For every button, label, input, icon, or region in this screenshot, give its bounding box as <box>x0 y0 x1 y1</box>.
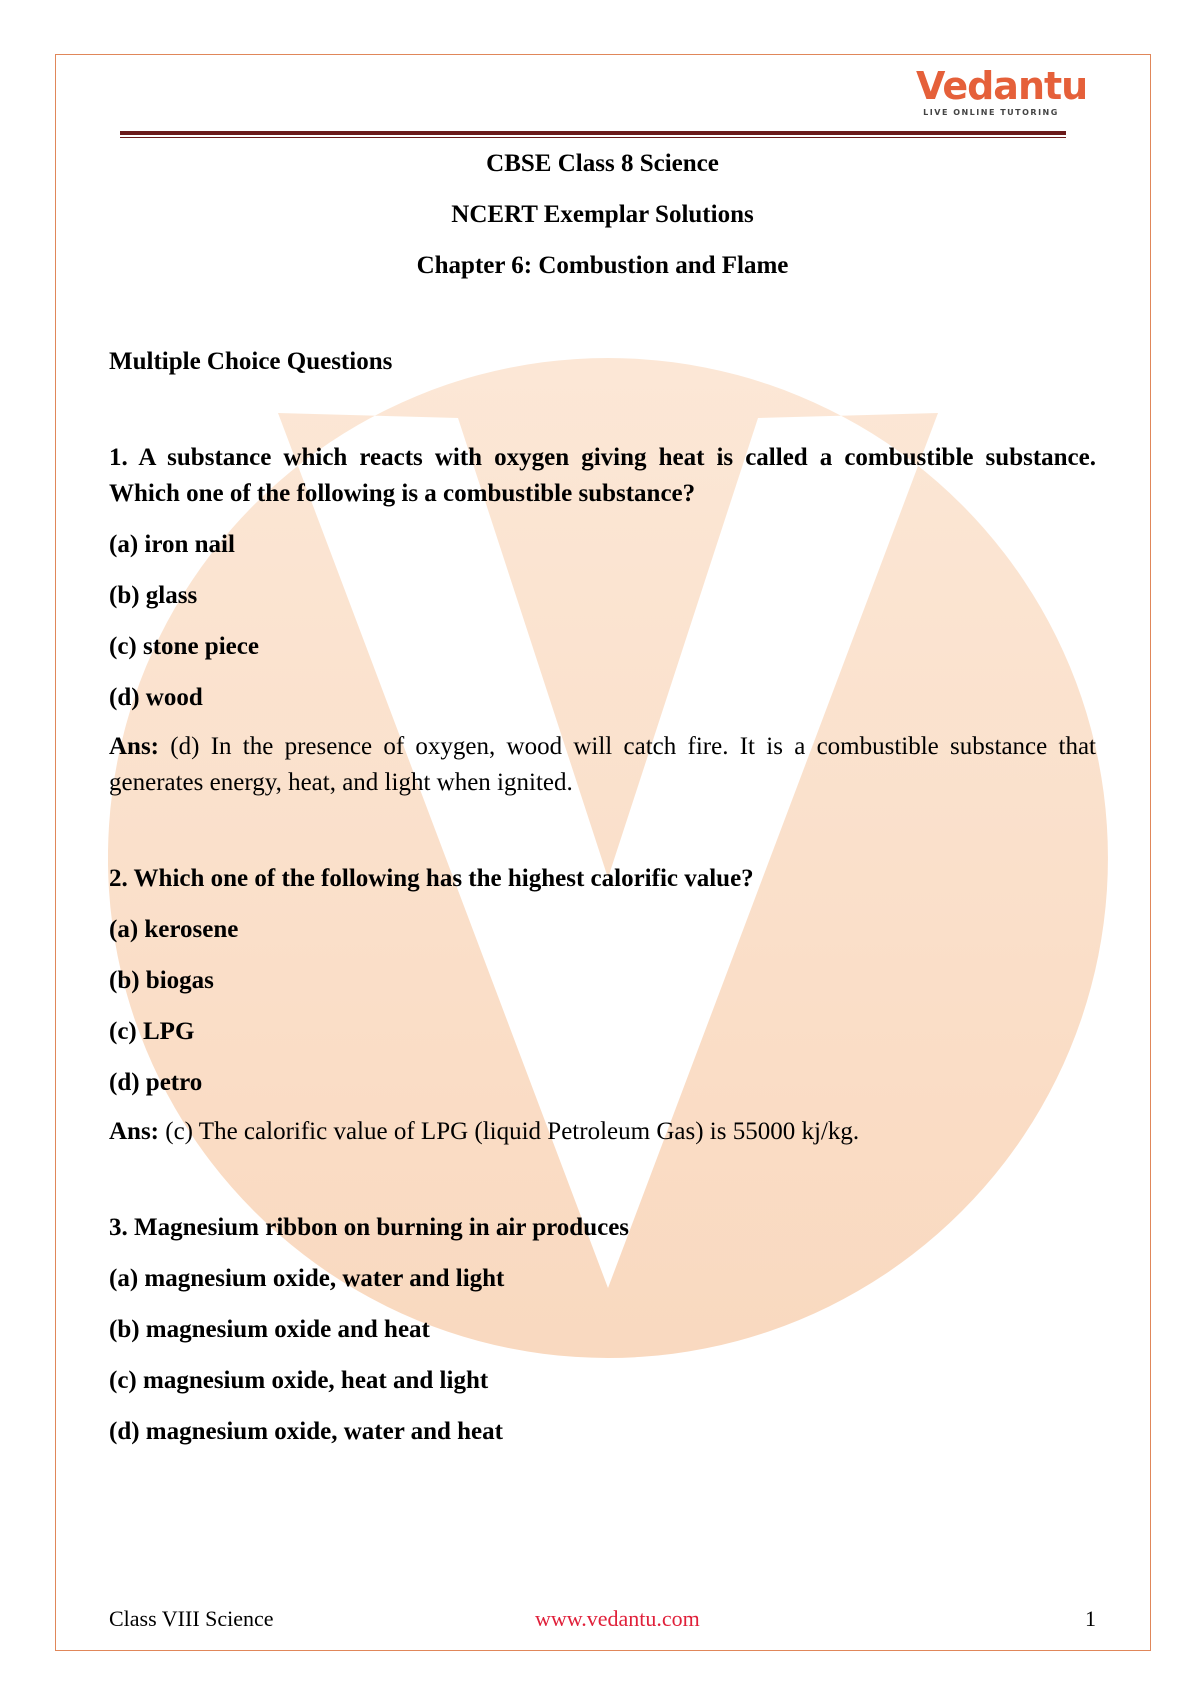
doc-title-line1: CBSE Class 8 Science <box>486 150 719 177</box>
page-number: 1 <box>1085 1606 1096 1631</box>
answer-label: Ans: <box>109 733 160 760</box>
option-item: (d) magnesium oxide, water and heat <box>109 1418 503 1445</box>
section-heading: Multiple Choice Questions <box>109 348 393 375</box>
option-item: (a) iron nail <box>109 531 235 558</box>
question-block-1 <box>109 440 1096 801</box>
option-item: (c) magnesium oxide, heat and light <box>109 1367 489 1394</box>
option-item: (d) wood <box>109 684 203 711</box>
option-item: (c) LPG <box>109 1018 195 1045</box>
document-content <box>109 142 1096 1450</box>
answer-text: (c) The calorific value of LPG (liquid Petroleum Gas) is 55000 kj/kg. <box>159 1118 860 1145</box>
question-block-2 <box>109 861 1096 1150</box>
page-footer <box>109 1606 1096 1636</box>
footer-website-link[interactable]: www.vedantu.com <box>535 1606 700 1631</box>
option-item: (d) petro <box>109 1069 203 1096</box>
logo-tagline: LIVE ONLINE TUTORING <box>923 108 1059 117</box>
question-block-3 <box>109 1210 1096 1450</box>
answer <box>109 729 1096 801</box>
logo-wordmark: Vedantu <box>916 64 1088 108</box>
question-text: 1. A substance which reacts with oxygen giving heat is called a combustible substance. Which one of the following is a combustible substance? <box>109 444 1096 507</box>
vedantu-logo <box>916 64 1088 124</box>
answer-text: (d) In the presence of oxygen, wood will catch fire. It is a combustible substance that generates energy, heat, and light when ignited. <box>109 733 1096 796</box>
option-item: (b) magnesium oxide and heat <box>109 1316 430 1343</box>
doc-title-line2: NCERT Exemplar Solutions <box>451 201 754 228</box>
doc-title-line3: Chapter 6: Combustion and Flame <box>416 252 789 279</box>
option-item: (c) stone piece <box>109 633 259 660</box>
answer <box>109 1114 1096 1150</box>
option-item: (b) biogas <box>109 967 214 994</box>
footer-class-label: Class VIII Science <box>109 1606 274 1631</box>
header-rule-thin <box>120 137 1066 138</box>
answer-label: Ans: <box>109 1118 160 1145</box>
option-item: (a) kerosene <box>109 916 239 943</box>
header-rule <box>120 131 1066 135</box>
question-text: 3. Magnesium ribbon on burning in air produces <box>109 1214 630 1241</box>
option-item: (b) glass <box>109 582 198 609</box>
question-text: 2. Which one of the following has the highest calorific value? <box>109 865 754 892</box>
option-item: (a) magnesium oxide, water and light <box>109 1265 505 1292</box>
